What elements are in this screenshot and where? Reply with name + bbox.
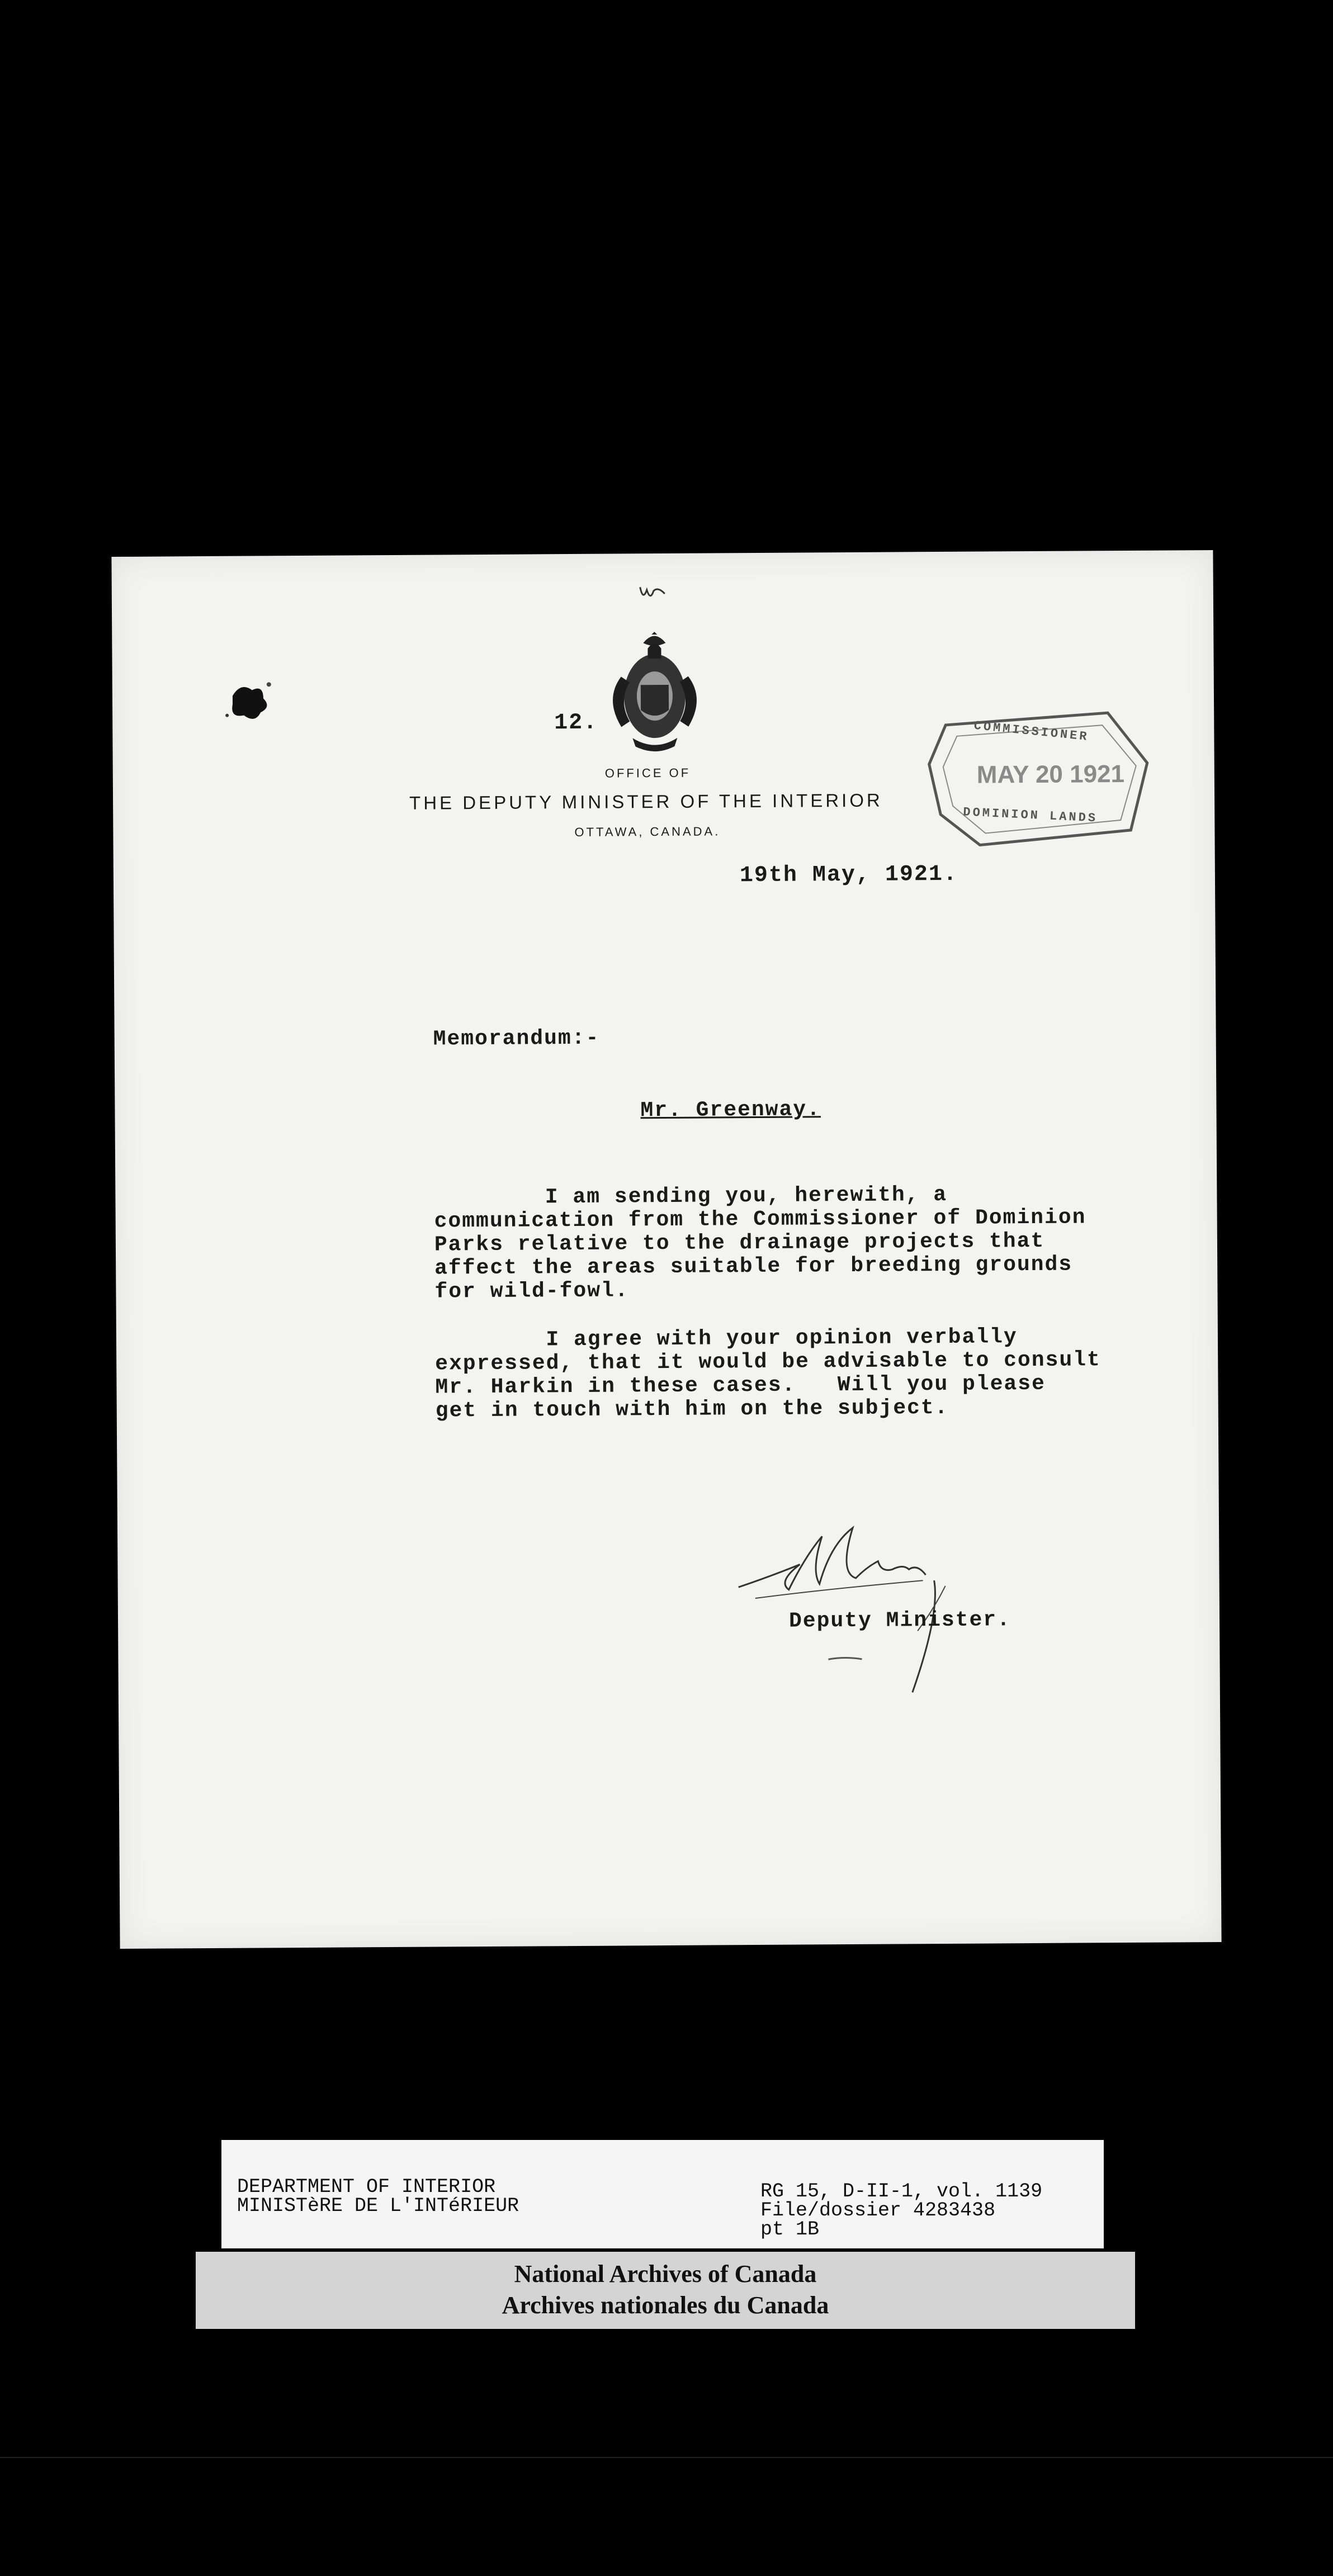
salutation: Memorandum:- [433, 1026, 600, 1052]
paragraph-line: communication from the Commissioner of Dominion [434, 1205, 1086, 1234]
stamp-date: MAY 20 1921 [976, 760, 1125, 789]
reference-line-3: pt 1B [760, 2218, 820, 2241]
coat-of-arms-icon [598, 632, 711, 761]
office-of: OFFICE OF [604, 765, 691, 780]
paragraph-line: get in touch with him on the subject. [435, 1395, 949, 1423]
page-number: 12. [554, 710, 598, 736]
paragraph-line: for wild-fowl. [434, 1278, 629, 1304]
archives-banner [196, 2252, 1135, 2329]
handwritten-mark-icon [637, 581, 682, 604]
office-location: OTTAWA, CANADA. [574, 824, 721, 839]
reference-line-2: File/dossier 4283438 [760, 2199, 996, 2222]
archive-reference-label [221, 2140, 1104, 2248]
dept-french: MINISTèRE DE L'INTéRIEUR [237, 2195, 519, 2217]
paragraph-1 [434, 1182, 1086, 1304]
signature-title: Deputy Minister. [788, 1608, 1011, 1633]
paragraph-line: affect the areas suitable for breeding grounds [434, 1252, 1073, 1281]
paragraph-line: Mr. Harkin in these cases. Will you please [435, 1371, 1046, 1400]
archives-name-en: National Archives of Canada [514, 2260, 817, 2288]
office-title: THE DEPUTY MINISTER OF THE INTERIOR [409, 789, 883, 813]
paragraph-line: I am sending you, herewith, a [434, 1182, 948, 1210]
reference-line-1: RG 15, D-II-1, vol. 1139 [760, 2180, 1043, 2203]
recipient: Mr. Greenway. [640, 1097, 821, 1123]
stamp-bottom: DOMINION LANDS [962, 805, 1098, 826]
stamp-top: COMMISSIONER [973, 718, 1090, 745]
divider [0, 2457, 1333, 2458]
archives-name-fr: Archives nationales du Canada [502, 2291, 829, 2319]
letter-date: 19th May, 1921. [739, 861, 958, 889]
paragraph-2 [435, 1325, 1102, 1423]
dept-english: DEPARTMENT OF INTERIOR [237, 2176, 496, 2198]
letter-page [111, 550, 1221, 1949]
ink-blot-icon [221, 673, 289, 724]
paragraph-line: Parks relative to the drainage projects that [434, 1229, 1045, 1257]
paragraph-line: expressed, that it would be advisable to consult [435, 1348, 1101, 1376]
paragraph-line: I agree with your opinion verbally [434, 1325, 1018, 1353]
